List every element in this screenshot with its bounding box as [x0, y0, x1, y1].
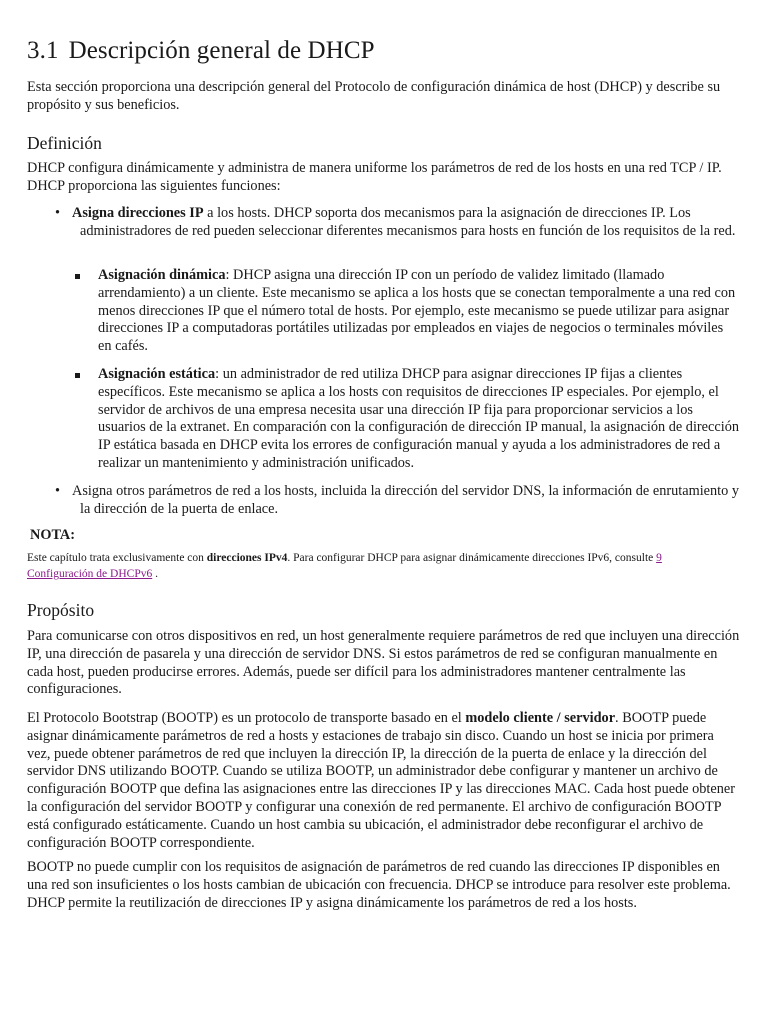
note-text	[27, 550, 728, 582]
intro-paragraph: Esta sección proporciona una descripción general del Protocolo de configuración dinámica de host (DHCP) y describe su propósito y sus beneficios.	[27, 79, 721, 113]
note-text-bold: direcciones IPv4	[206, 552, 288, 564]
note-text-pre: Este capítulo trata exclusivamente con	[27, 552, 207, 564]
purpose-heading: Propósito	[27, 600, 95, 620]
page-title	[27, 37, 375, 65]
list-item	[0, 483, 740, 519]
list-item	[0, 366, 740, 473]
purpose-p2-post: . BOOTP puede asignar dinámicamente parámetros de red a hosts y estaciones de trabajo sin disco. Cuando un host se inicia por primera vez, puede obtener parámetros de red que incluyen la dirección IP, la dirección de la puerta de enlace y la dirección del servidor DNS utilizando BOOTP. Cuando se utiliza BOOTP, un administrador debe configurar y mantener un archivo de configuración BOOTP que defina las asignaciones entre las direcciones IP y las direcciones MAC. Cada host puede obtener la configuración del servidor BOOTP y configurar una conexión de red permanente. El archivo de configuración BOOTP está configurado estáticamente. Cuando un host cambia su ubicación, el administrador debe reconfigurar el archivo de configuración BOOTP correspondiente.	[27, 710, 736, 851]
sublist-item-bold: Asignación estática	[98, 366, 216, 382]
sublist-item-text: : DHCP asigna una dirección IP con un período de validez limitado (llamado arrendamiento) a un cliente. Este mecanismo se aplica a los hosts que se conectan temporalmente a una red con menos direcciones IP que el número total de hosts. Por ejemplo, este mecanismo se puede utilizar para asignar direcciones IP a computadoras portátiles utilizadas por empleados en viajes de negocios o terminales móviles en cafés.	[98, 267, 736, 355]
square-bullet-icon	[75, 373, 80, 378]
list-item-bold: Asigna direcciones IP	[72, 205, 204, 221]
purpose-paragraph-1: Para comunicarse con otros dispositivos en red, un host generalmente requiere parámetros de red que incluyen una dirección IP, una dirección de pasarela y una dirección de servidor DNS. Si estos parámetros de red se configuran manualmente en cada host, pueden producirse errores. Además, puede ser difícil para los administradores mantener centralmente las configuraciones.	[27, 628, 740, 698]
list-item-other-params	[0, 483, 740, 519]
sublist-item-text: : un administrador de red utiliza DHCP para asignar direcciones IP fijas a clientes específicos. Este mecanismo se aplica a los hosts con requisitos de direcciones IP especiales. Por ejemplo, el servidor de archivos de una empresa necesita usar una dirección IP fija para proporcionar servicios a los usuarios de la extranet. En comparación con la configuración de dirección IP manual, la asignación de dirección IP estática basada en DHCP evita los errores de configuración manual y ayuda a los administradores de red a realizar un mantenimiento y administración unificados.	[98, 366, 739, 471]
purpose-p2-pre: El Protocolo Bootstrap (BOOTP) es un protocolo de transporte basado en el	[27, 710, 466, 726]
dhcpv6-link[interactable]: 9 Configuración de DHCPv6	[27, 552, 662, 580]
list-item	[0, 205, 740, 241]
purpose-paragraph-3: BOOTP no puede cumplir con los requisitos de asignación de parámetros de red cuando las direcciones IP disponibles en una red son insuficientes o los hosts cambian de ubicación con frecuencia. DHCP se introduce para resolver este problema. DHCP permite la reutilización de direcciones IP y asigna dinámicamente los parámetros de red a los hosts.	[27, 859, 731, 911]
sublist-item-dynamic	[0, 267, 740, 356]
list-item-ip	[0, 205, 740, 241]
note-label: NOTA:	[30, 527, 76, 543]
purpose-p2-bold: modelo cliente / servidor	[465, 710, 616, 726]
note-text-post: .	[152, 568, 158, 580]
bullet-icon: •	[55, 483, 61, 499]
section-title: Descripción general de DHCP	[68, 37, 375, 64]
definition-paragraph: DHCP configura dinámicamente y administra de manera uniforme los parámetros de red de los hosts en una red TCP / IP. DHCP proporciona las siguientes funciones:	[27, 160, 722, 194]
list-item-text: Asigna otros parámetros de red a los hosts, incluida la dirección del servidor DNS, la información de enrutamiento y la dirección de la puerta de enlace.	[72, 483, 740, 517]
definition-heading: Definición	[27, 133, 102, 153]
purpose-paragraph-2	[27, 710, 740, 852]
sublist-item-bold: Asignación dinámica	[98, 267, 226, 283]
square-bullet-icon	[75, 274, 80, 279]
section-number: 3.1	[27, 37, 59, 64]
list-item-text: a los hosts. DHCP soporta dos mecanismos para la asignación de direcciones IP. Los administradores de red pueden seleccionar diferentes mecanismos para hosts en función de los requisitos de la red.	[80, 205, 736, 239]
bullet-icon: •	[55, 205, 61, 221]
note-text-mid: . Para configurar DHCP para asignar dinámicamente direcciones IPv6, consulte	[287, 552, 657, 564]
sublist-item-static	[0, 366, 740, 473]
list-item	[0, 267, 740, 356]
